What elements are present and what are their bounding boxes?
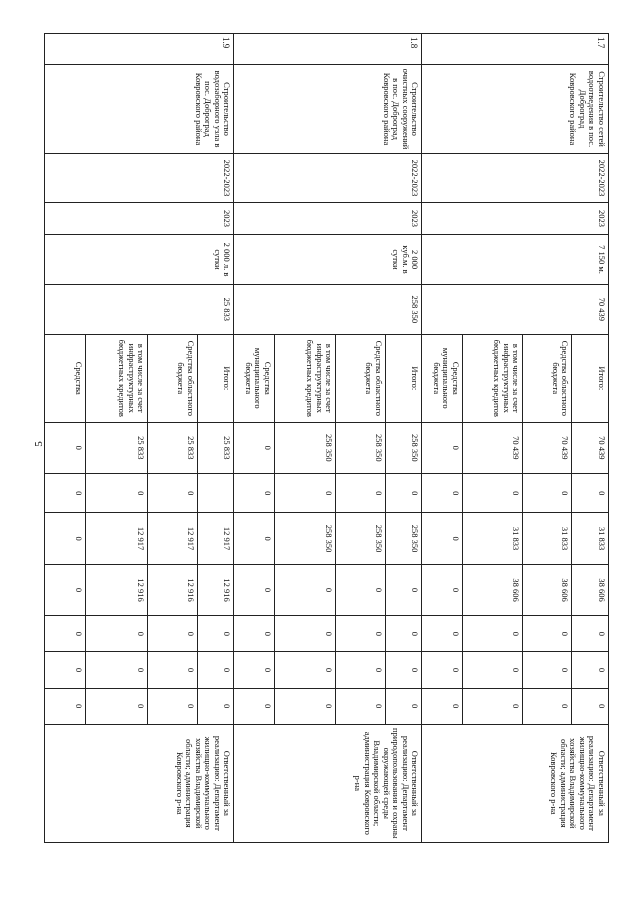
funding-value: 0 xyxy=(385,473,422,512)
funding-value: 0 xyxy=(422,422,463,473)
funding-value: 0 xyxy=(572,473,609,512)
item-number: 1.9 xyxy=(45,34,234,65)
item-cost: 70 439 xyxy=(422,284,609,334)
rotated-table-container xyxy=(44,33,609,843)
funding-value: 0 xyxy=(274,652,335,688)
item-period: 2022-2023 xyxy=(234,154,422,202)
responsible-party: Ответственный за реализацию: Департамент жилищно-коммунального хозяйства Владимирской области; администрация Ковровского р-на xyxy=(422,724,609,842)
funding-value: 0 xyxy=(462,688,522,724)
funding-value: 12 916 xyxy=(148,564,197,615)
funding-value: 0 xyxy=(422,616,463,652)
funding-value: 0 xyxy=(336,473,385,512)
program-table xyxy=(44,33,609,843)
funding-value: 25 833 xyxy=(148,422,197,473)
funding-value: 0 xyxy=(336,616,385,652)
funding-value: 0 xyxy=(148,688,197,724)
funding-value: 258 350 xyxy=(336,422,385,473)
funding-value: 0 xyxy=(234,564,275,615)
funding-value: 0 xyxy=(572,652,609,688)
funding-value: 0 xyxy=(422,652,463,688)
item-name: Строительство очистных сооружений в пос. Доброград Ковровского района xyxy=(234,64,422,154)
funding-value: 0 xyxy=(234,513,275,564)
table-row xyxy=(385,34,422,843)
funding-value: 0 xyxy=(234,688,275,724)
funding-source-label: Средства областного бюджета xyxy=(523,334,572,422)
funding-value: 38 606 xyxy=(572,564,609,615)
funding-value: 258 350 xyxy=(385,513,422,564)
item-number: 1.7 xyxy=(422,34,609,65)
funding-value: 12 917 xyxy=(197,513,234,564)
table-row xyxy=(572,34,609,843)
funding-value: 0 xyxy=(234,473,275,512)
funding-value: 0 xyxy=(523,616,572,652)
funding-value: 0 xyxy=(197,616,234,652)
funding-value: 25 833 xyxy=(85,422,147,473)
item-name: Строительство водозаборного узла в пос. Доброград Ковровского района xyxy=(45,64,234,154)
funding-value: 70 439 xyxy=(523,422,572,473)
funding-value: 0 xyxy=(274,564,335,615)
funding-value: 0 xyxy=(148,616,197,652)
funding-value: 0 xyxy=(336,564,385,615)
funding-value: 0 xyxy=(336,652,385,688)
funding-value: 0 xyxy=(197,652,234,688)
funding-value: 0 xyxy=(45,688,86,724)
funding-source-label: в том числе за счет инфраструктурных бюджетных кредитов xyxy=(462,334,522,422)
funding-value: 0 xyxy=(523,688,572,724)
page-number: 5 xyxy=(32,441,45,447)
funding-value: 12 916 xyxy=(197,564,234,615)
item-year: 2023 xyxy=(234,202,422,235)
funding-value: 258 350 xyxy=(336,513,385,564)
item-name: Строительство сетей водоотведения в пос. Доброград Ковровского района xyxy=(422,64,609,154)
funding-value: 0 xyxy=(274,473,335,512)
funding-value: 0 xyxy=(45,422,86,473)
funding-value: 38 606 xyxy=(462,564,522,615)
table-body xyxy=(45,34,609,843)
funding-value: 0 xyxy=(85,473,147,512)
funding-value: 38 606 xyxy=(523,564,572,615)
funding-value: 0 xyxy=(462,473,522,512)
funding-value: 31 833 xyxy=(462,513,522,564)
funding-value: 0 xyxy=(572,688,609,724)
funding-value: 0 xyxy=(45,616,86,652)
funding-value: 0 xyxy=(45,513,86,564)
item-cost: 25 833 xyxy=(45,284,234,334)
item-capacity: 2 000 куб.м. в сутки xyxy=(234,235,422,284)
funding-value: 0 xyxy=(385,688,422,724)
funding-value: 0 xyxy=(523,652,572,688)
funding-value: 258 350 xyxy=(274,422,335,473)
funding-value: 0 xyxy=(523,473,572,512)
responsible-party: Ответственный за реализацию: Департамент жилищно-коммунального хозяйства Владимирской области; администрация Ковровского р-на xyxy=(45,724,234,842)
funding-value: 12 916 xyxy=(85,564,147,615)
funding-value: 0 xyxy=(385,616,422,652)
funding-value: 258 350 xyxy=(385,422,422,473)
funding-value: 0 xyxy=(385,652,422,688)
funding-value: 0 xyxy=(234,422,275,473)
funding-value: 0 xyxy=(148,473,197,512)
funding-value: 0 xyxy=(274,616,335,652)
funding-source-label: Средства муниципального бюджета xyxy=(422,334,463,422)
responsible-party: Ответственный за реализацию: Департамент природопользования и охраны окружающей среды Владимирской области; администрация Ковровского р-на xyxy=(234,724,422,842)
funding-source-label: Итого: xyxy=(197,334,234,422)
funding-value: 70 439 xyxy=(462,422,522,473)
funding-value: 0 xyxy=(422,513,463,564)
item-year: 2023 xyxy=(422,202,609,235)
funding-value: 12 917 xyxy=(85,513,147,564)
funding-source-label: Итого: xyxy=(385,334,422,422)
funding-value: 31 833 xyxy=(572,513,609,564)
funding-source-label: в том числе за счет инфраструктурных бюджетных кредитов xyxy=(274,334,335,422)
funding-value: 0 xyxy=(422,473,463,512)
funding-value: 0 xyxy=(234,616,275,652)
funding-value: 0 xyxy=(85,688,147,724)
funding-value: 0 xyxy=(385,564,422,615)
funding-value: 0 xyxy=(462,652,522,688)
item-number: 1.8 xyxy=(234,34,422,65)
funding-value: 0 xyxy=(462,616,522,652)
funding-value: 0 xyxy=(422,564,463,615)
funding-value: 0 xyxy=(336,688,385,724)
funding-value: 0 xyxy=(85,616,147,652)
funding-value: 0 xyxy=(274,688,335,724)
funding-value: 0 xyxy=(234,652,275,688)
funding-value: 25 833 xyxy=(197,422,234,473)
funding-value: 0 xyxy=(148,652,197,688)
item-year: 2023 xyxy=(45,202,234,235)
funding-value xyxy=(197,473,234,512)
funding-value: 258 350 xyxy=(274,513,335,564)
funding-value: 0 xyxy=(85,652,147,688)
item-period: 2022-2023 xyxy=(45,154,234,202)
table-row xyxy=(197,34,234,843)
item-period: 2022-2023 xyxy=(422,154,609,202)
funding-value: 0 xyxy=(45,564,86,615)
item-capacity: 7 150 м. xyxy=(422,235,609,284)
funding-value: 0 xyxy=(197,688,234,724)
funding-source-label: Средства муниципального бюджета xyxy=(234,334,275,422)
funding-value: 31 833 xyxy=(523,513,572,564)
funding-value: 12 917 xyxy=(148,513,197,564)
funding-source-label: Итого: xyxy=(572,334,609,422)
funding-value: 70 439 xyxy=(572,422,609,473)
funding-value: 0 xyxy=(422,688,463,724)
funding-value: 0 xyxy=(45,473,86,512)
item-cost: 258 350 xyxy=(234,284,422,334)
funding-source-label: Средства xyxy=(45,334,86,422)
funding-source-label: в том числе за счет инфраструктурных бюджетных кредитов xyxy=(85,334,147,422)
funding-value: 0 xyxy=(572,616,609,652)
funding-source-label: Средства областного бюджета xyxy=(148,334,197,422)
item-capacity: 2 000 л. в сутки xyxy=(45,235,234,284)
funding-value: 0 xyxy=(45,652,86,688)
funding-source-label: Средства областного бюджета xyxy=(336,334,385,422)
